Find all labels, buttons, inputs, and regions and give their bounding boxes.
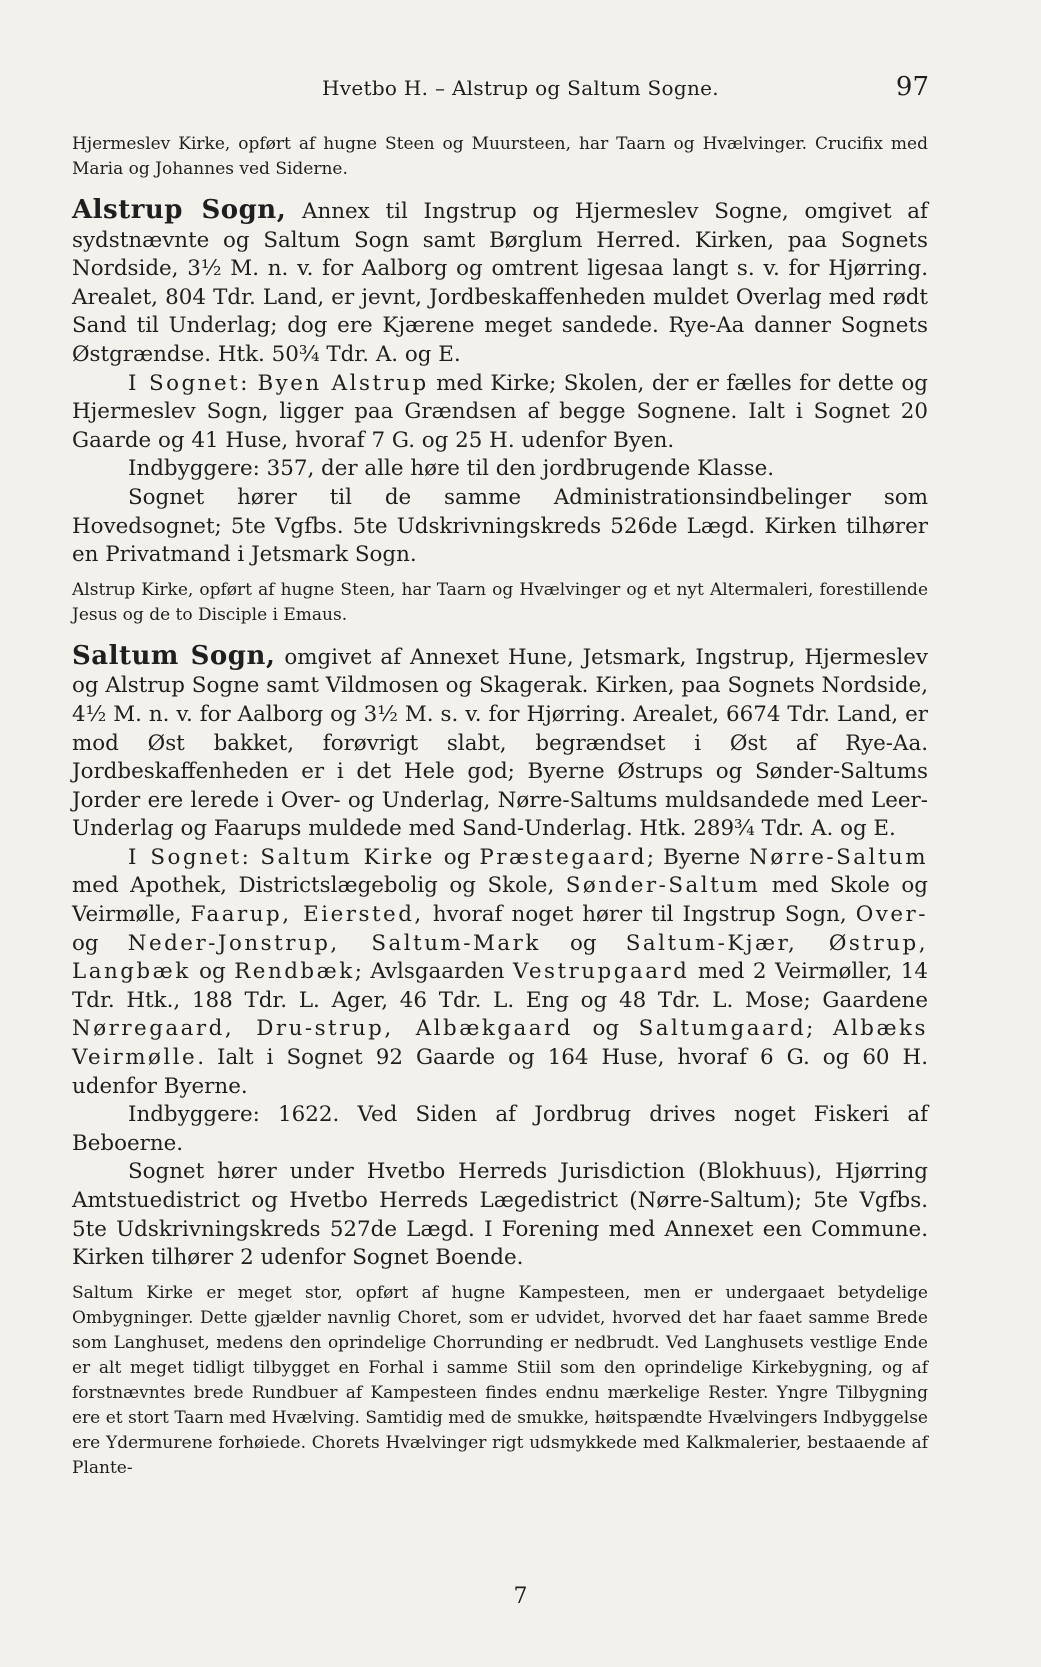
saltum-place-m: Neder-Jonstrup, Saltum-Mark [127,930,541,956]
saltum-place-w: Saltumgaard [638,1016,807,1042]
saltum-place-t: med 2 Veirmøller, 14 Tdr. Htk., 188 Tdr. L. Ager, 46 Tdr. L. Eng og 48 Tdr. L. Mose; Gaardene [72,959,929,1013]
saltum-place-z: . Ialt i Sognet 92 Gaarde og 164 Huse, hvoraf 6 G. og 60 H. udenfor Byerne. [72,1045,928,1099]
saltum-place-s: Vestrupgaard [512,959,690,985]
running-head: Hvetbo H. – Alstrup og Saltum Sogne. [322,76,719,100]
alstrup-places-text: med Kirke; Skolen, der er fælles for dette og Hjermeslev Sogn, ligger paa Grændsen af begge Sognene. Ialt i Sognet 20 Gaarde og 41 Huse, hvoraf 7 G. og 25 H. udenfor Byen. [72,370,928,453]
alstrup-heading: Alstrup Sogn, [72,195,287,225]
saltum-place-k: Over- [855,902,928,928]
saltum-intro-paragraph [72,642,928,844]
alstrup-population-paragraph: Indbyggere: 357, der alle høre til den jordbrugende Klasse. [128,456,775,482]
saltum-place-x: ; [806,1016,833,1042]
saltum-place-q: Rendbæk [234,959,355,985]
alstrup-places-paragraph [72,370,928,456]
saltum-place-f: med Apothek, Districtslægebolig og Skole, [72,873,566,899]
alstrup-administration-paragraph: Sognet hører til de samme Administrationsindbelinger som Hovedsognet; 5te Vgfbs. 5te Udskrivningskreds 526de Lægd. Kirken tilhører en Privatmand i Jetsmark Sogn. [72,484,928,568]
saltum-place-b: og [434,844,480,870]
saltum-places-paragraph [72,844,928,1101]
saltum-place-n: og [540,930,626,956]
alstrup-places-prefix: I Sognet: [128,370,250,396]
saltum-places-prefix: I Sognet: [128,844,252,870]
page-body [72,132,928,1481]
saltum-place-u: Nørregaard, Dru-strup, Albækgaard [72,1016,573,1042]
saltum-place-v: og [572,1016,639,1042]
hjermeslev-church-note: Hjermeslev Kirke, opført af hugne Steen og Muursteen, har Taarn og Hvælvinger. Crucifix med Maria og Johannes ved Siderne. [72,134,928,179]
alstrup-church-note: Alstrup Kirke, opført af hugne Steen, har Taarn og Hvælvinger og et nyt Altermaleri, forestillende Jesus og de to Disciple i Emaus. [72,579,928,625]
page-number: 97 [895,72,929,102]
saltum-place-i: Faarup, Eiersted, [190,902,424,928]
saltum-place-e: Nørre-Saltum [749,844,928,870]
saltum-place-h: med Skole og Veirmølle, [72,873,928,928]
saltum-place-p: og [190,959,235,985]
saltum-population-paragraph: Indbyggere: 1622. Ved Siden af Jordbrug drives noget Fiskeri af Beboerne. [72,1102,928,1156]
saltum-church-note: Saltum Kirke er meget stor, opført af hugne Kampesteen, men er undergaaet betydelige Ombygninger. Dette gjælder navnlig Choret, som er udvidet, hvorved det har faaet samme Brede som Langhuset, medens den oprindelige Chorrunding er nedbrudt. Ved Langhusets vestlige Ende er alt meget tidligt tilbygget en Forhal i samme Stiil som den oprindelige Kirkebygning, og af forstnævntes brede Rundbuer af Kampesteen findes endnu mærkelige Rester. Yngre Tilbygning ere et stort Taarn med Hvælving. Samtidig med de smukke, høitspændte Hvælvingers Indbyggelse ere Ydermurene forhøiede. Chorets Hvælvinger rigt udsmykkede med Kalkmalerier, bestaaende af Plante- [72,1282,928,1478]
saltum-place-l: og [72,930,128,956]
saltum-administration-paragraph: Sognet hører under Hvetbo Herreds Jurisdiction (Blokhuus), Hjørring Amtstuedistrict og Hvetbo Herreds Lægedistrict (Nørre-Saltum); 5te Vgfbs. 5te Udskrivningskreds 527de Lægd. I Forening med Annexet een Commune. Kirken tilhører 2 udenfor Sognet Boende. [72,1159,928,1271]
page-header [0,68,1041,108]
signature-mark: 7 [513,1584,528,1609]
saltum-heading: Saltum Sogn, [72,640,276,671]
saltum-place-a: Saltum Kirke [260,844,435,870]
saltum-place-g: Sønder-Saltum [565,873,761,899]
alstrup-village-name: Byen Alstrup [257,370,429,396]
saltum-place-y: Albæks Veirmølle [72,1016,928,1071]
saltum-intro-text: omgivet af Annexet Hune, Jetsmark, Ingstrup, Hjermeslev og Alstrup Sogne samt Vildmosen og Skagerak. Kirken, paa Sognets Nordside, 4½ M. n. v. for Aalborg og 3½ M. s. v. for Hjørring. Arealet, 6674 Tdr. Land, er mod Øst bakket, forøvrigt slabt, begrændset i Øst af Rye-Aa. Jordbeskaffenheden er i det Hele god; Byerne Østrups og Sønder-Saltums Jorder ere lerede i Over- og Underlag, Nørre-Saltums muldsandede med Leer-Underlag og Faarups muldede med Sand-Underlag. Htk. 289¾ Tdr. A. og E. [72,644,928,842]
saltum-place-c: Præstegaard [479,844,647,870]
alstrup-intro-paragraph [72,196,928,370]
alstrup-intro-text: Annex til Ingstrup og Hjermeslev Sogne, omgivet af sydstnævnte og Saltum Sogn samt Børglum Herred. Kirken, paa Sognets Nordside, 3½ M. n. v. for Aalborg og omtrent ligesaa langt s. v. for Hjørring. Arealet, 804 Tdr. Land, er jevnt, Jordbeskaffenheden muldet Overlag med rødt Sand til Underlag; dog ere Kjærene meget sandede. Rye-Aa danner Sognets Østgrændse. Htk. 50¾ Tdr. A. og E. [72,199,928,367]
saltum-place-o: Saltum-Kjær, Østrup, Langbæk [72,930,928,985]
saltum-place-r: ; Avlsgaarden [354,959,513,985]
saltum-place-j: hvoraf noget hører til Ingstrup Sogn, [423,902,856,928]
saltum-place-d: ; Byerne [646,844,750,870]
